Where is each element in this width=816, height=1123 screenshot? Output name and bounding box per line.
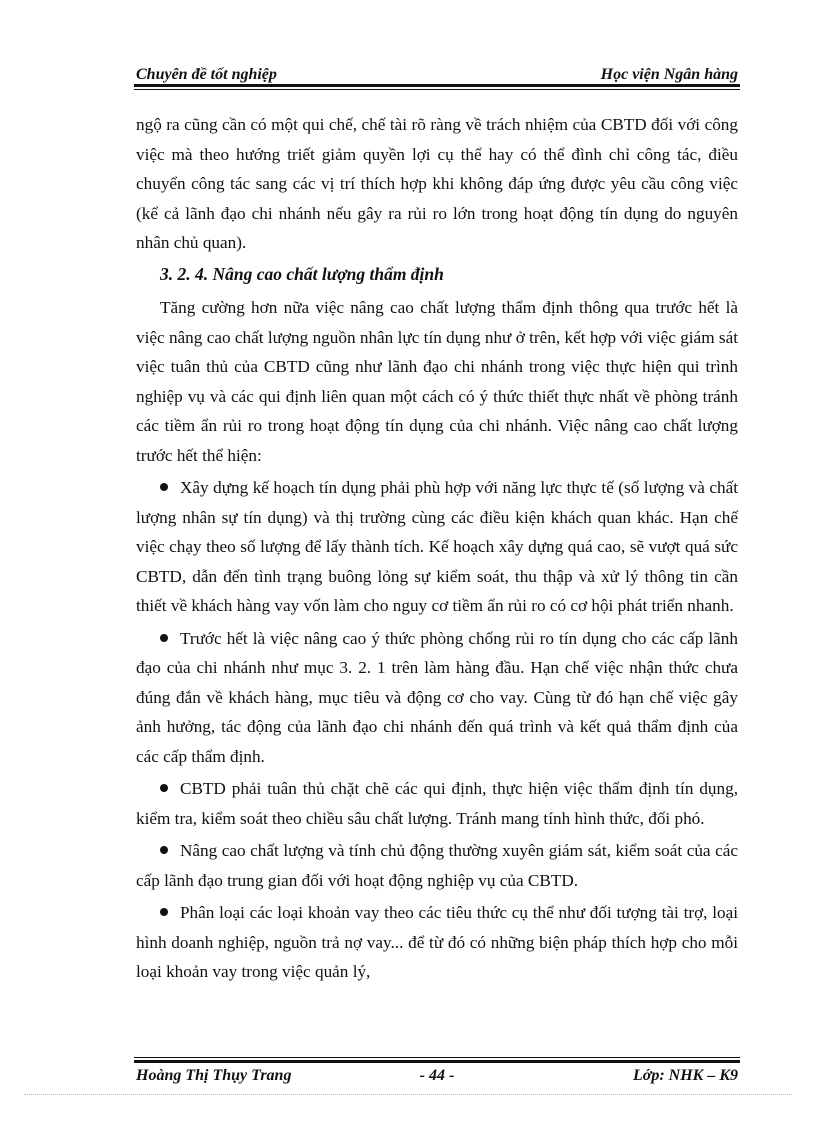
bullet-dot-icon — [160, 784, 168, 792]
bullet-text: Xây dựng kế hoạch tín dụng phải phù hợp với năng lực thực tế (số lượng và chất lượng nhân sự tín dụng) và thị trường cùng các điều kiện khách quan khác. Hạn chế việc chạy theo số lượng để lấy thành tích. Kế hoạch xây dựng quá cao, sẽ vượt quá sức CBTD, dẫn đến tình trạng buông lỏng sự kiểm soát, thu thập và xử lý thông tin cần thiết về khách hàng vay vốn làm cho nguy cơ tiềm ẩn rủi ro có cơ hội phát triển nhanh. — [136, 478, 738, 615]
page-edge-divider — [24, 1094, 792, 1095]
page-number: - 44 - — [419, 1067, 455, 1084]
bullet-dot-icon — [160, 846, 168, 854]
header-rule-thick — [134, 84, 740, 87]
bullet-text: Nâng cao chất lượng và tính chủ động thường xuyên giám sát, kiểm soát của các cấp lãnh đạo trung gian đối với hoạt động nghiệp vụ của CBTD. — [136, 841, 738, 890]
bullet-item — [136, 624, 738, 772]
bullet-dot-icon — [160, 634, 168, 642]
paragraph-continued: ngộ ra cũng cần có một qui chế, chế tài rõ ràng về trách nhiệm của CBTD đối với công việc mà theo hướng triết giảm quyền lợi cụ thể hay có thể đình chỉ công tác, điều chuyển công tác sang các vị trí thích hợp khi không đáp ứng được yêu cầu công việc (kể cả lãnh đạo chi nhánh nếu gây ra rủi ro lớn trong hoạt động tín dụng do nguyên nhân chủ quan). — [136, 115, 738, 252]
header-right-title: Học viện Ngân hàng — [600, 66, 738, 83]
footer-author: Hoàng Thị Thụy Trang — [136, 1067, 292, 1084]
bullet-dot-icon — [160, 908, 168, 916]
paragraph-intro: Tăng cường hơn nữa việc nâng cao chất lượng thẩm định thông qua trước hết là việc nâng cao chất lượng nguồn nhân lực tín dụng như ở trên, kết hợp với việc giám sát việc tuân thủ của CBTD cũng như lãnh đạo chi nhánh trong việc thực hiện qui trình nghiệp vụ và các qui định liên quan một cách có ý thức thiết thực nhất về phòng tránh các tiềm ẩn rủi ro trong hoạt động tín dụng của chi nhánh. Việc nâng cao chất lượng trước hết thể hiện: — [136, 298, 738, 465]
section-heading: 3. 2. 4. Nâng cao chất lượng thẩm định — [160, 263, 444, 284]
footer-rule-thick — [134, 1060, 740, 1063]
header-rule-thin — [134, 89, 740, 90]
header-left-title: Chuyên đề tốt nghiệp — [136, 66, 277, 83]
footer-rule-thin — [134, 1057, 740, 1058]
bullet-text: Phân loại các loại khoản vay theo các tiêu thức cụ thể như đối tượng tài trợ, loại hình doanh nghiệp, nguồn trả nợ vay... để từ đó có những biện pháp thích hợp cho mỗi loại khoản vay trong việc quản lý, — [136, 903, 738, 981]
page-footer — [136, 1064, 738, 1088]
footer-class: Lớp: NHK – K9 — [632, 1067, 738, 1084]
page-body — [136, 110, 738, 989]
bullet-text: CBTD phải tuân thủ chặt chẽ các qui định, thực hiện việc thẩm định tín dụng, kiểm tra, kiểm soát theo chiều sâu chất lượng. Tránh mang tính hình thức, đối phó. — [136, 779, 738, 828]
bullet-item — [136, 836, 738, 895]
bullet-dot-icon — [160, 483, 168, 491]
bullet-item — [136, 473, 738, 621]
bullet-text: Trước hết là việc nâng cao ý thức phòng chống rủi ro tín dụng cho các cấp lãnh đạo của chi nhánh như mục 3. 2. 1 trên làm hàng đầu. Hạn chế việc nhận thức chưa đúng đắn về khách hàng, mục tiêu và động cơ cho vay. Cùng từ đó hạn chế việc gây ảnh hưởng, tác động của lãnh đạo chi nhánh đến quá trình và kết quả thẩm định của các cấp thẩm định. — [136, 628, 738, 766]
page-header — [136, 60, 738, 84]
bullet-item — [136, 898, 738, 987]
bullet-item — [136, 774, 738, 833]
